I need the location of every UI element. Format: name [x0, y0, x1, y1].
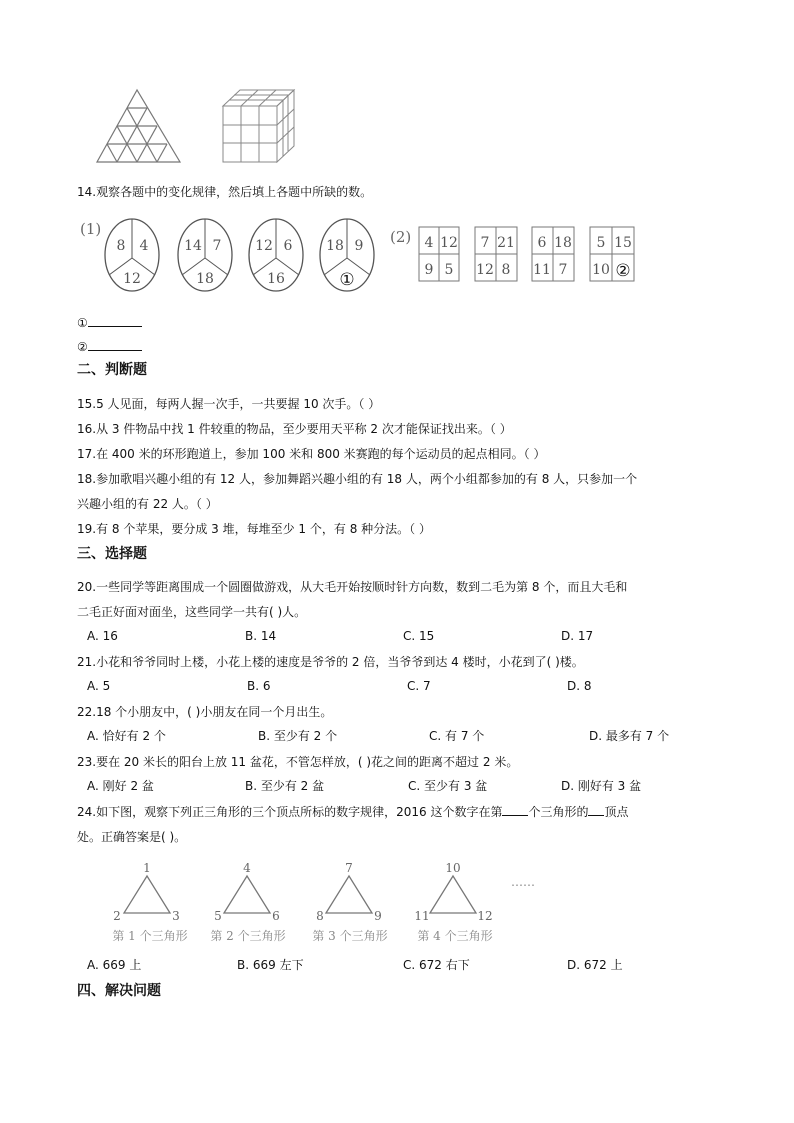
q22-option-a[interactable]: A. 恰好有 2 个 — [87, 729, 166, 743]
grid-2-bl: 12 — [476, 262, 494, 278]
tri-2-caption: 第 2 个三角形 — [210, 929, 286, 943]
grid-4-tl: 5 — [596, 235, 606, 251]
q24-text-a: 24.如下图，观察下列正三角形的三个顶点所标的数字规律，2016 这个数字在第 — [77, 805, 503, 819]
q24-option-b[interactable]: B. 669 左下 — [237, 958, 304, 972]
q21-option-d[interactable]: D. 8 — [567, 679, 592, 693]
tri-4-caption: 第 4 个三角形 — [417, 929, 493, 943]
tri-4-left: 11 — [414, 909, 430, 923]
question-17: 17.在 400 米的环形跑道上，参加 100 米和 800 米赛跑的每个运动员的起点相同。（ ） — [77, 447, 546, 461]
answer-1-blank[interactable] — [88, 314, 142, 327]
q23-option-a[interactable]: A. 刚好 2 盆 — [87, 779, 154, 793]
tri-2-left: 5 — [214, 909, 222, 923]
answer-2-marker: ② — [77, 340, 88, 354]
tri-1-top: 1 — [143, 861, 151, 875]
grid-4-bl: 10 — [592, 262, 610, 278]
q14-answer-1[interactable] — [77, 314, 142, 332]
question-18-line2: 兴趣小组的有 22 人。（ ） — [77, 497, 218, 511]
q21-option-b[interactable]: B. 6 — [247, 679, 271, 693]
circle-3-right: 6 — [283, 238, 293, 254]
circle-1-left: 8 — [116, 238, 126, 254]
grid-1-tl: 4 — [424, 235, 434, 251]
section-title-judgment: 二、判断题 — [77, 362, 147, 378]
tri-3-caption: 第 3 个三角形 — [312, 929, 388, 943]
grid-2-br: 8 — [501, 262, 511, 278]
question-20-line1: 20.一些同学等距离围成一个圆圈做游戏，从大毛开始按顺时针方向数，数到二毛为第 8 个，而且大毛和 — [77, 580, 628, 594]
triangle-figure-4 — [414, 861, 492, 943]
q23-option-c[interactable]: C. 至少有 3 盆 — [408, 779, 488, 793]
tri-4-top: 10 — [445, 861, 461, 875]
q22-option-b[interactable]: B. 至少有 2 个 — [258, 729, 338, 743]
circle-1-bottom: 12 — [123, 271, 141, 287]
tri-3-right: 9 — [374, 909, 382, 923]
q24-option-d[interactable]: D. 672 上 — [567, 958, 623, 972]
q14-answer-2[interactable] — [77, 338, 142, 356]
circle-4-left: 18 — [326, 238, 344, 254]
tri-1-right: 3 — [172, 909, 180, 923]
circle-1-right: 4 — [139, 238, 149, 254]
answer-2-blank[interactable] — [88, 338, 142, 351]
question-16: 16.从 3 件物品中找 1 件较重的物品，至少要用天平称 2 次才能保证找出来。（ ） — [77, 422, 512, 436]
q20-option-c[interactable]: C. 15 — [403, 629, 435, 643]
question-15: 15.5 人见面，每两人握一次手，一共要握 10 次手。（ ） — [77, 397, 381, 411]
tri-4-right: 12 — [477, 909, 493, 923]
grid-figure-1 — [419, 227, 459, 281]
circle-figure-3 — [249, 219, 303, 291]
grid-figure-2 — [475, 227, 517, 281]
tri-2-top: 4 — [243, 861, 251, 875]
circle-2-right: 7 — [212, 238, 222, 254]
tri-2-right: 6 — [272, 909, 280, 923]
q24-text-c: 顶点 — [604, 805, 629, 819]
circle-figure-2 — [178, 219, 232, 291]
question-21: 21.小花和爷爷同时上楼，小花上楼的速度是爷爷的 2 倍，当爷爷到达 4 楼时，小花到了( )楼。 — [77, 655, 584, 669]
question-23: 23.要在 20 米长的阳台上放 11 盆花，不管怎样放，( )花之间的距离不超过 2 米。 — [77, 755, 519, 769]
circle-figure-1 — [105, 219, 159, 291]
grid-figure-4 — [590, 227, 634, 281]
question-24-line2: 处。正确答案是( )。 — [77, 830, 187, 844]
grid-1-br: 5 — [444, 262, 454, 278]
question-24-line1 — [77, 803, 628, 821]
grid-3-bl: 11 — [533, 262, 551, 278]
q24-text-b: 个三角形的 — [528, 805, 589, 819]
grid-2-tl: 7 — [480, 235, 490, 251]
q23-option-b[interactable]: B. 至少有 2 盆 — [245, 779, 325, 793]
q21-option-a[interactable]: A. 5 — [87, 679, 111, 693]
q24-option-a[interactable]: A. 669 上 — [87, 958, 142, 972]
grid-1-tr: 12 — [440, 235, 458, 251]
grid-3-tr: 18 — [554, 235, 572, 251]
grid-3-tl: 6 — [537, 235, 547, 251]
grid-1-bl: 9 — [424, 262, 434, 278]
question-20-line2: 二毛正好面对面坐，这些同学一共有( )人。 — [77, 605, 307, 619]
tri-ellipsis: …… — [511, 875, 535, 889]
section-title-problems: 四、解决问题 — [77, 983, 161, 999]
q24-blank-index[interactable] — [502, 803, 528, 816]
circle-3-left: 12 — [255, 238, 273, 254]
question-19: 19.有 8 个苹果，要分成 3 堆，每堆至少 1 个，有 8 种分法。（ ） — [77, 522, 431, 536]
triangle-figure-3 — [312, 861, 387, 943]
question-18-line1: 18.参加歌唱兴趣小组的有 12 人，参加舞蹈兴趣小组的有 18 人，两个小组都参加的有 8 人，只参加一个 — [77, 472, 638, 486]
q20-option-d[interactable]: D. 17 — [561, 629, 594, 643]
cube-figure — [223, 90, 294, 162]
q24-triangle-figures — [100, 858, 550, 948]
grid-2-tr: 21 — [497, 235, 515, 251]
q24-option-c[interactable]: C. 672 右下 — [403, 958, 470, 972]
grid-3-br: 7 — [558, 262, 568, 278]
top-figures — [90, 86, 310, 166]
grid-4-tr: 15 — [614, 235, 632, 251]
q14-part1-label: (1) — [80, 220, 102, 238]
q14-part2-label: (2) — [390, 228, 412, 246]
circle-figure-4 — [320, 219, 374, 291]
triangle-figure-2 — [210, 861, 285, 943]
circle-2-bottom: 18 — [196, 271, 214, 287]
answer-1-marker: ① — [77, 316, 88, 330]
circle-4-right: 9 — [354, 238, 364, 254]
circle-4-bottom-missing: ① — [339, 270, 355, 290]
tri-1-left: 2 — [113, 909, 121, 923]
question-22: 22.18 个小朋友中，( )小朋友在同一个月出生。 — [77, 705, 333, 719]
q20-option-b[interactable]: B. 14 — [245, 629, 277, 643]
q24-blank-vertex[interactable] — [588, 803, 604, 816]
q22-option-d[interactable]: D. 最多有 7 个 — [589, 729, 670, 743]
circle-3-bottom: 16 — [267, 271, 285, 287]
q23-option-d[interactable]: D. 刚好有 3 盆 — [561, 779, 642, 793]
circle-2-left: 14 — [184, 238, 202, 254]
question-14: 14.观察各题中的变化规律，然后填上各题中所缺的数。 — [77, 185, 373, 199]
triangle-figure-1 — [112, 861, 187, 943]
q21-option-c[interactable]: C. 7 — [407, 679, 431, 693]
tri-1-caption: 第 1 个三角形 — [112, 929, 188, 943]
q14-pattern-figures — [76, 210, 646, 300]
tri-3-left: 8 — [316, 909, 324, 923]
subdivided-triangle-figure — [97, 90, 180, 162]
grid-figure-3 — [532, 227, 574, 281]
q22-option-c[interactable]: C. 有 7 个 — [429, 729, 485, 743]
grid-4-br-missing: ② — [615, 261, 631, 281]
tri-3-top: 7 — [345, 861, 353, 875]
section-title-choice: 三、选择题 — [77, 546, 147, 562]
q20-option-a[interactable]: A. 16 — [87, 629, 118, 643]
